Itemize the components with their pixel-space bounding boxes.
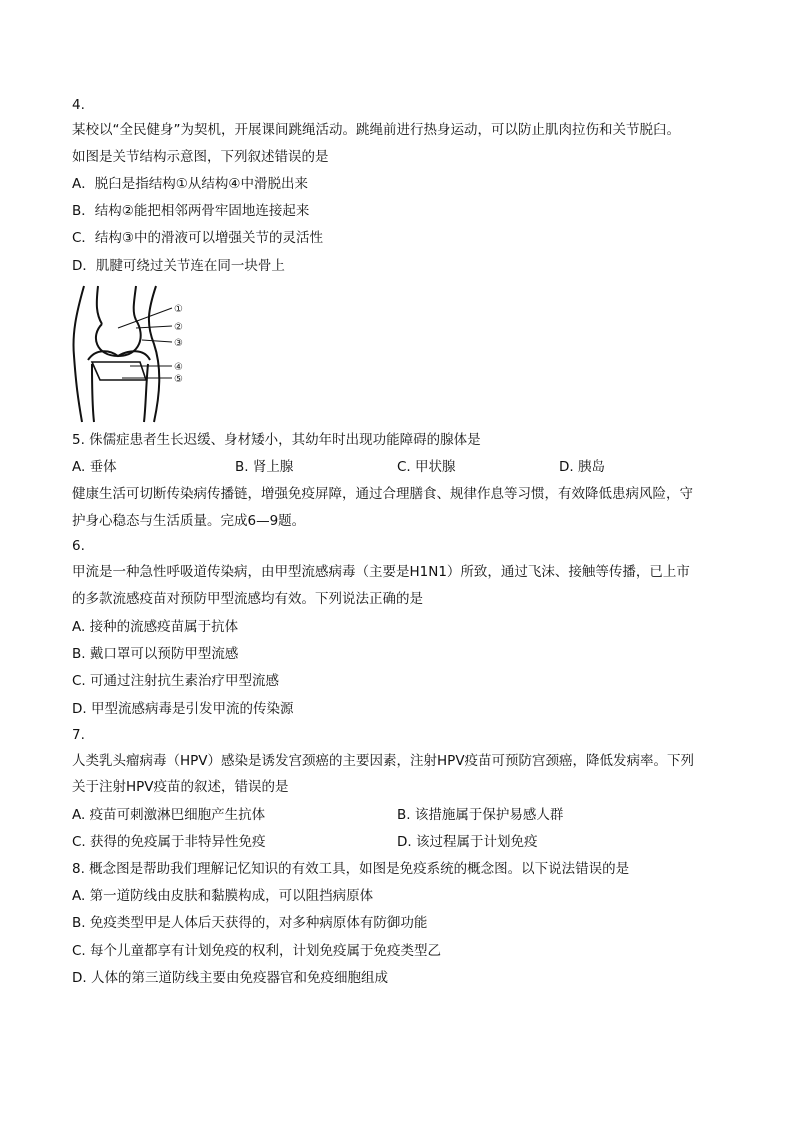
joint-socket: [88, 351, 150, 360]
q8-option-c: C. 每个儿童都享有计划免疫的权利，计划免疫属于免疫类型乙: [72, 943, 442, 959]
q4-option-d: D．肌腱可绕过关节连在同一块骨上: [72, 258, 285, 274]
q5-option-a: A. 垂体: [72, 459, 117, 475]
q7-stem-line2: 关于注射HPV疫苗的叙述，错误的是: [72, 779, 289, 795]
q8-option-a: A. 第一道防线由皮肤和黏膜构成，可以阻挡病原体: [72, 888, 374, 904]
q6-stem-line1: 甲流是一种急性呼吸道传染病，由甲型流感病毒（主要是H1N1）所致，通过飞沫、接触等传播，已上市: [72, 564, 690, 580]
intro-line1: 健康生活可切断传染病传播链，增强免疫屏障，通过合理膳食、规律作息等习惯，有效降低患病风险，守: [72, 486, 693, 502]
q5-option-c: C. 甲状腺: [397, 459, 456, 475]
joint-capsule-outline: [73, 286, 84, 422]
upper-bone-outline: [134, 286, 136, 320]
figure-label-2: ②: [174, 322, 183, 333]
q4-stem-line1: 某校以“全民健身”为契机，开展课间跳绳活动。跳绳前进行热身运动，可以防止肌肉拉伤和关节脱臼。: [72, 122, 680, 138]
q7-option-b: B. 该措施属于保护易感人群: [397, 807, 564, 823]
q4-stem-line2: 如图是关节结构示意图，下列叙述错误的是: [72, 149, 329, 165]
q4-option-b: B．结构②能把相邻两骨牢固地连接起来: [72, 203, 310, 219]
figure-label-4: ④: [174, 362, 183, 373]
figure-label-5: ⑤: [174, 374, 183, 385]
q7-option-a: A. 疫苗可刺激淋巴细胞产生抗体: [72, 807, 266, 823]
q8-option-b: B. 免疫类型甲是人体后天获得的，对多种病原体有防御功能: [72, 915, 428, 931]
q4-option-c: C．结构③中的滑液可以增强关节的灵活性: [72, 230, 324, 246]
q5-option-b: B. 肾上腺: [235, 459, 294, 475]
q6-option-a: A. 接种的流感疫苗属于抗体: [72, 619, 239, 635]
figure-label-1: ①: [174, 304, 183, 315]
q7-number: 7.: [72, 727, 85, 743]
q6-option-b: B. 戴口罩可以预防甲型流感: [72, 646, 239, 662]
joint-capsule-outline: [149, 286, 159, 422]
q8-stem: 8. 概念图是帮助我们理解记忆知识的有效工具，如图是免疫系统的概念图。以下说法错误的是: [72, 861, 630, 877]
q6-number: 6.: [72, 538, 85, 554]
q7-stem-line1: 人类乳头瘤病毒（HPV）感染是诱发宫颈癌的主要因素，注射HPV疫苗可预防宫颈癌，降低发病率。下列: [72, 753, 695, 769]
joint-structure-figure: [70, 284, 195, 424]
q6-stem-line2: 的多款流感疫苗对预防甲型流感均有效。下列说法正确的是: [72, 591, 423, 607]
articular-cartilage: [92, 362, 146, 380]
figure-label-3: ③: [174, 338, 183, 349]
q6-option-d: D. 甲型流感病毒是引发甲流的传染源: [72, 701, 294, 717]
q4-number: 4.: [72, 97, 85, 113]
intro-line2: 护身心稳态与生活质量。完成6—9题。: [72, 513, 306, 529]
upper-bone-outline: [97, 286, 102, 324]
q4-option-a: A．脱臼是指结构①从结构④中滑脱出来: [72, 176, 308, 192]
q6-option-c: C. 可通过注射抗生素治疗甲型流感: [72, 673, 280, 689]
q5-option-d: D. 胰岛: [559, 459, 605, 475]
q5-stem: 5. 侏儒症患者生长迟缓、身材矮小，其幼年时出现功能障碍的腺体是: [72, 432, 481, 448]
q7-option-c: C. 获得的免疫属于非特异性免疫: [72, 834, 266, 850]
q7-option-d: D. 该过程属于计划免疫: [397, 834, 538, 850]
lower-bone-outline: [92, 364, 94, 422]
lower-bone-outline: [144, 364, 148, 422]
q8-option-d: D. 人体的第三道防线主要由免疫器官和免疫细胞组成: [72, 970, 388, 986]
